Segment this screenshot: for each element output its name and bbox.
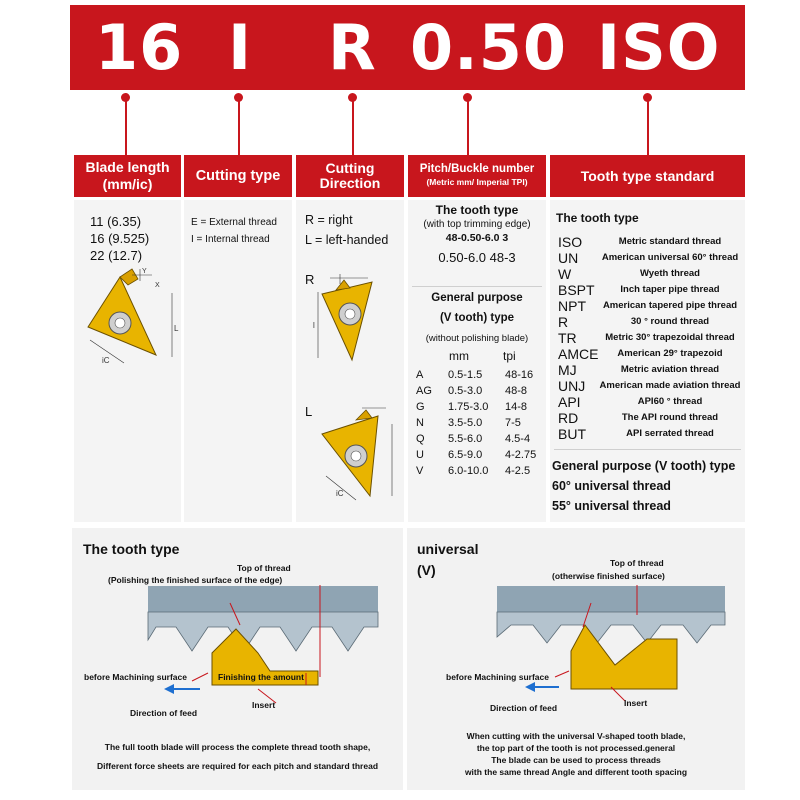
pin-line bbox=[238, 100, 240, 155]
pitch-row-code: AG bbox=[416, 385, 432, 397]
pitch-row-code: A bbox=[416, 369, 424, 381]
header-pitch-line1: Pitch/Buckle number bbox=[419, 163, 535, 175]
direction-right: R = right bbox=[305, 213, 353, 227]
pitch-row-tpi: 14-8 bbox=[505, 401, 528, 413]
lower-left-feed: Direction of feed bbox=[130, 708, 198, 718]
standard-desc: API serrated thread bbox=[626, 428, 714, 439]
header-cutting-direction-line2: Direction bbox=[319, 175, 381, 191]
pitch-row-code: U bbox=[416, 449, 424, 461]
pitch-tooth-sub: (with top trimming edge) bbox=[423, 219, 531, 230]
lower-left-note2: Different force sheets are required for each pitch and standard thread bbox=[96, 761, 379, 771]
workpiece-band bbox=[148, 586, 378, 612]
pitch-row-mm: 3.5-5.0 bbox=[448, 417, 483, 429]
blade-length-value: 11 (6.35) bbox=[90, 214, 142, 229]
header-cutting-type-label: Cutting type bbox=[195, 168, 281, 184]
standard-desc: American tapered pipe thread bbox=[602, 300, 738, 311]
lower-right-title1: universal bbox=[417, 541, 479, 557]
lower-left-title: The tooth type bbox=[83, 541, 180, 557]
standard-gp-title: General purpose (V tooth) type bbox=[552, 459, 736, 473]
standard-separator bbox=[554, 449, 741, 450]
lower-right-title2: (V) bbox=[417, 562, 436, 578]
pin-line bbox=[467, 100, 469, 155]
feed-arrow-icon bbox=[525, 682, 535, 692]
standard-desc: Metric 30° trapezoidal thread bbox=[605, 332, 735, 343]
cutting-type-external: E = External thread bbox=[191, 217, 277, 228]
pin-line bbox=[125, 100, 127, 155]
lower-right-top-label: Top of thread bbox=[610, 558, 664, 568]
code-direction: R bbox=[328, 11, 377, 84]
standard-code: BSPT bbox=[558, 282, 595, 298]
universal-profile-diagram bbox=[415, 585, 745, 725]
header-blade-length bbox=[74, 155, 181, 197]
pitch-row-tpi: 48-16 bbox=[505, 369, 534, 381]
pitch-tooth-title: The tooth type bbox=[435, 203, 519, 217]
standard-desc: American made aviation thread bbox=[599, 380, 741, 391]
header-pitch bbox=[408, 155, 546, 197]
pitch-row-tpi: 7-5 bbox=[505, 417, 521, 429]
insert-hole-inner bbox=[351, 451, 361, 461]
thread-profile bbox=[148, 612, 378, 651]
blade-insert-drawing bbox=[80, 265, 180, 390]
pitch-row-tpi: 4-2.75 bbox=[505, 449, 537, 461]
standard-desc: Metric standard thread bbox=[618, 236, 722, 247]
lower-left-insert: Insert bbox=[252, 700, 276, 710]
lower-left-before: before Machining surface bbox=[84, 672, 187, 682]
pitch-gp-title2: (V tooth) type bbox=[439, 312, 515, 324]
standard-desc: Metric aviation thread bbox=[620, 364, 720, 375]
standard-code: NPT bbox=[558, 298, 586, 314]
header-blade-length-line1: Blade length bbox=[85, 159, 170, 175]
standard-subtitle: The tooth type bbox=[556, 211, 639, 225]
lower-right-note2: the top part of the tooth is not processed.general bbox=[476, 743, 676, 753]
header-blade-length-line2: (mm/ic) bbox=[102, 176, 153, 192]
insert-hole-inner bbox=[345, 309, 355, 319]
standard-desc: Inch taper pipe thread bbox=[620, 284, 720, 295]
pitch-tooth-values: 0.50-6.0 48-3 bbox=[438, 250, 516, 265]
pitch-row-code: V bbox=[416, 465, 424, 477]
standard-code: RD bbox=[558, 410, 579, 426]
pitch-row-mm: 0.5-3.0 bbox=[448, 385, 483, 397]
dim-l-label: L bbox=[174, 324, 179, 333]
standard-code: UN bbox=[558, 250, 579, 266]
standard-desc: American 29° trapezoid bbox=[617, 348, 723, 359]
header-tooth-standard-label: Tooth type standard bbox=[580, 168, 715, 184]
insert-left-drawing bbox=[312, 404, 402, 504]
standard-code: UNJ bbox=[558, 378, 586, 394]
standard-desc: Wyeth thread bbox=[639, 268, 700, 279]
code-standard: ISO bbox=[597, 11, 721, 84]
insert-tooth bbox=[336, 280, 350, 290]
code-type: I bbox=[228, 11, 253, 84]
header-pitch-line2: (Metric mm/ Imperial TPI) bbox=[426, 177, 528, 187]
pitch-row-mm: 6.5-9.0 bbox=[448, 449, 483, 461]
insert-right-drawing bbox=[312, 272, 402, 372]
lower-right-before: before Machining surface bbox=[446, 672, 549, 682]
pitch-row-mm: 6.0-10.0 bbox=[448, 465, 489, 477]
pitch-row-code: N bbox=[416, 417, 424, 429]
dim-y-label: Y bbox=[142, 268, 147, 275]
lower-left-top-label: Top of thread bbox=[237, 563, 291, 573]
standard-code: R bbox=[558, 314, 569, 330]
lower-right-top-sub: (otherwise finished surface) bbox=[552, 571, 665, 581]
insert-v-tooth bbox=[571, 625, 677, 689]
tooth-profile-diagram bbox=[80, 585, 400, 725]
pitch-row-tpi: 48-8 bbox=[505, 385, 528, 397]
dim-i-label: l bbox=[313, 321, 315, 330]
header-cutting-type bbox=[184, 155, 292, 197]
header-tooth-standard bbox=[550, 155, 745, 197]
leader-line bbox=[555, 671, 569, 677]
lower-left-amount: Finishing the amount bbox=[218, 672, 304, 682]
pitch-row-mm: 5.5-6.0 bbox=[448, 433, 483, 445]
workpiece-band bbox=[497, 586, 725, 612]
pitch-tooth-range: 48-0.50-6.0 3 bbox=[445, 232, 509, 244]
cutting-type-internal: I = Internal thread bbox=[191, 234, 270, 245]
direction-l-label: L bbox=[305, 404, 313, 419]
lower-right-feed: Direction of feed bbox=[490, 703, 558, 713]
header-cutting-direction-line1: Cutting bbox=[325, 160, 375, 176]
blade-length-value: 22 (12.7) bbox=[90, 248, 143, 263]
standard-code: AMCE bbox=[558, 346, 599, 362]
standard-code: MJ bbox=[558, 362, 577, 378]
leader-line bbox=[192, 673, 208, 681]
standard-code: W bbox=[558, 266, 572, 282]
pitch-gp-sub: (without polishing blade) bbox=[425, 333, 529, 344]
header-cutting-direction bbox=[296, 155, 404, 197]
standard-desc: 30 ° round thread bbox=[630, 316, 710, 327]
code-size: 16 bbox=[95, 11, 184, 84]
standard-desc: API60 ° thread bbox=[637, 396, 703, 407]
pitch-row-code: G bbox=[416, 401, 425, 413]
pitch-row-code: Q bbox=[416, 433, 425, 445]
pitch-gp-title: General purpose bbox=[431, 292, 523, 304]
pitch-separator bbox=[412, 286, 542, 287]
standard-code: API bbox=[558, 394, 581, 410]
pitch-col-mm: mm bbox=[449, 349, 469, 363]
pitch-row-mm: 0.5-1.5 bbox=[448, 369, 483, 381]
insert-tooth bbox=[356, 410, 372, 420]
standard-code: BUT bbox=[558, 426, 586, 442]
standard-code: TR bbox=[558, 330, 577, 346]
lower-right-note3: The blade can be used to process threads bbox=[491, 755, 661, 765]
dim-ic-label: iC bbox=[102, 356, 110, 365]
lower-left-top-sub: (Polishing the finished surface of the edge) bbox=[108, 575, 283, 585]
thread-profile bbox=[497, 612, 725, 643]
standard-gp-55: 55° universal thread bbox=[552, 499, 671, 513]
direction-r-label: R bbox=[305, 272, 315, 287]
lower-right-insert: Insert bbox=[624, 698, 648, 708]
pitch-row-tpi: 4-2.5 bbox=[505, 465, 531, 477]
insert-hole-inner bbox=[115, 318, 125, 328]
feed-arrow-icon bbox=[164, 684, 174, 694]
pitch-row-mm: 1.75-3.0 bbox=[448, 401, 489, 413]
blade-length-value: 16 (9.525) bbox=[90, 231, 150, 246]
standard-desc: The API round thread bbox=[621, 412, 719, 423]
pin-line bbox=[352, 100, 354, 155]
pitch-col-tpi: tpi bbox=[503, 349, 516, 363]
lower-right-note4: with the same thread Angle and different tooth spacing bbox=[464, 767, 688, 777]
pitch-row-tpi: 4.5-4 bbox=[505, 433, 531, 445]
lower-left-note1: The full tooth blade will process the complete thread tooth shape, bbox=[104, 742, 371, 752]
standard-code: ISO bbox=[558, 234, 583, 250]
code-pitch: 0.50 bbox=[410, 11, 567, 84]
lower-right-note1: When cutting with the universal V-shaped tooth blade, bbox=[466, 731, 686, 741]
pin-line bbox=[647, 100, 649, 155]
standard-gp-60: 60° universal thread bbox=[552, 479, 671, 493]
standard-desc: American universal 60° thread bbox=[601, 252, 739, 263]
dim-ic-label: iC bbox=[336, 489, 344, 498]
dim-x-label: X bbox=[155, 282, 160, 289]
direction-left: L = left-handed bbox=[305, 233, 389, 247]
cutting-type-panel bbox=[184, 200, 292, 522]
